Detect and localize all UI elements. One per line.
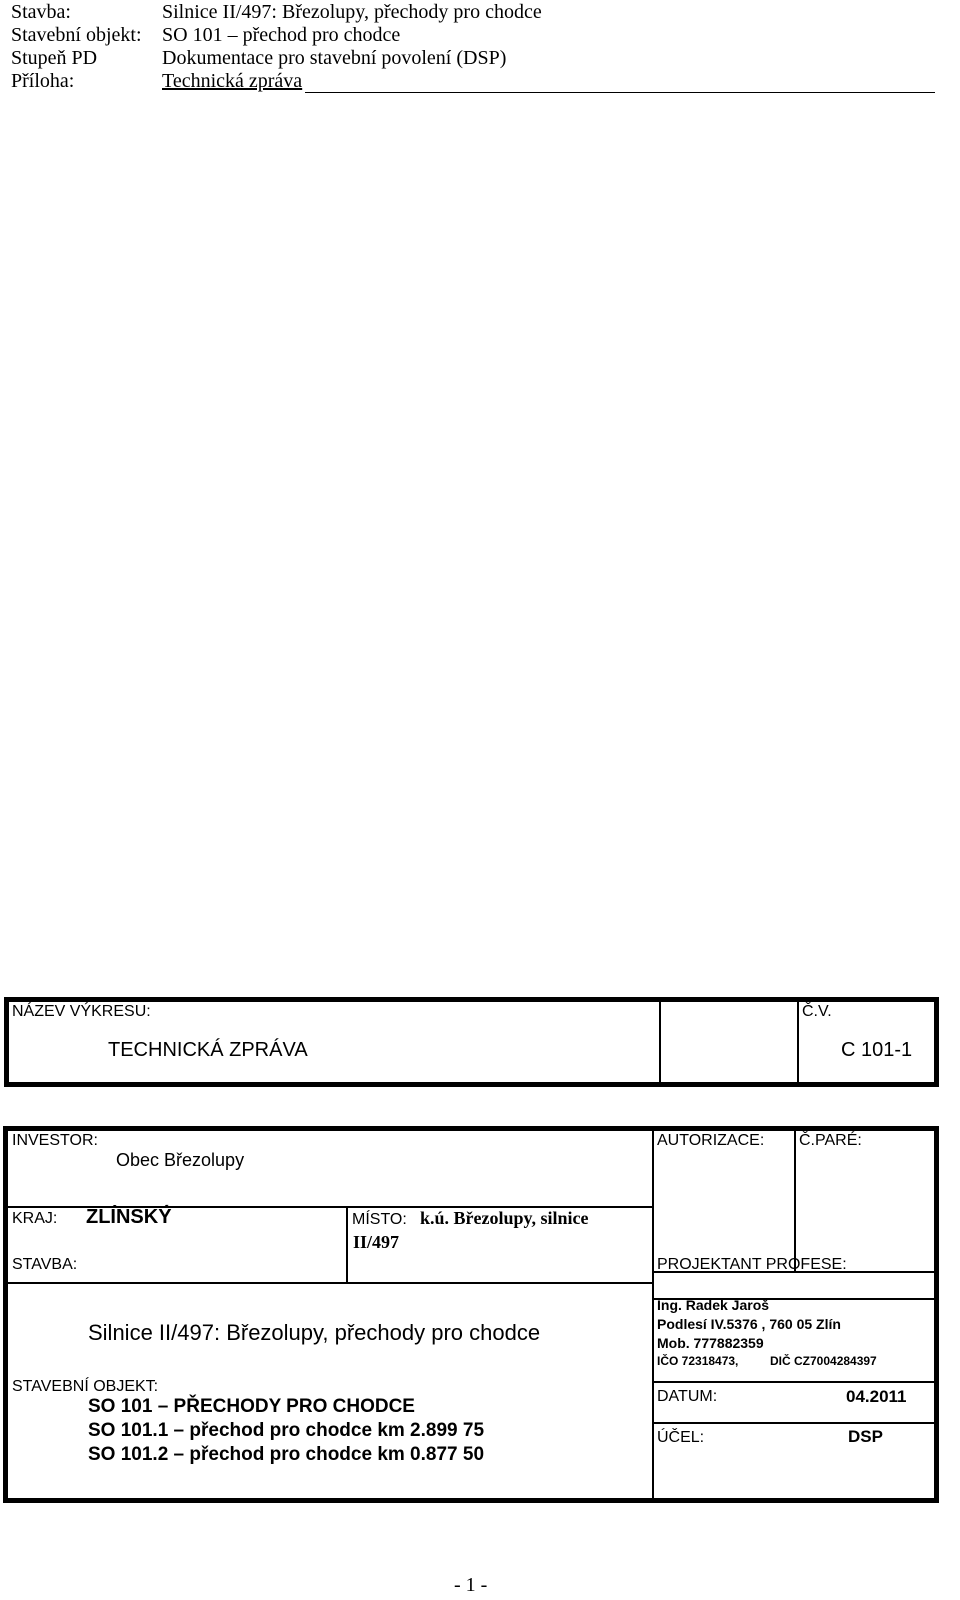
- projektant-name: Ing. Radek Jaroš: [657, 1297, 770, 1313]
- header-priloha-label: Příloha:: [11, 70, 75, 92]
- title-block-divider: [794, 1131, 796, 1271]
- header-stavba-value: Silnice II/497: Březolupy, přechody pro chodce: [162, 1, 542, 23]
- misto-label: MÍSTO:: [352, 1211, 407, 1228]
- header-priloha-value: Technická zpráva: [162, 70, 303, 92]
- drawing-name-value: TECHNICKÁ ZPRÁVA: [108, 1039, 308, 1061]
- title-block-divider: [652, 1381, 934, 1383]
- ucel-value: DSP: [848, 1427, 883, 1446]
- drawing-block-divider: [797, 1002, 799, 1082]
- projektant-phone: Mob. 777882359: [657, 1335, 764, 1351]
- stavebni-objekt-line-2: SO 101.1 – přechod pro chodce km 2.899 75: [88, 1420, 485, 1441]
- header-stupen-label: Stupeň PD: [11, 47, 98, 69]
- header-stavba-label: Stavba:: [11, 1, 71, 23]
- title-block-divider: [652, 1131, 654, 1498]
- pare-label: Č.PARÉ:: [799, 1132, 862, 1149]
- misto-value-line-1: k.ú. Březolupy, silnice: [420, 1208, 589, 1228]
- kraj-value: ZLÍNSKÝ: [86, 1206, 172, 1228]
- drawing-number-value: C 101-1: [841, 1039, 913, 1061]
- ucel-label: ÚČEL:: [657, 1429, 705, 1446]
- drawing-name-label: NÁZEV VÝKRESU:: [12, 1003, 151, 1020]
- projektant-label: PROJEKTANT PROFESE:: [657, 1256, 847, 1273]
- drawing-block-divider: [659, 1002, 661, 1082]
- stavebni-objekt-label: STAVEBNÍ OBJEKT:: [12, 1378, 159, 1395]
- header-underline-rule: [305, 92, 935, 93]
- investor-label: INVESTOR:: [12, 1132, 98, 1149]
- drawing-number-label: Č.V.: [802, 1003, 832, 1020]
- projektant-ico: IČO 72318473,: [657, 1354, 739, 1368]
- title-block-divider: [8, 1282, 652, 1284]
- header-objekt-value: SO 101 – přechod pro chodce: [162, 24, 401, 46]
- stavba-label: STAVBA:: [12, 1256, 78, 1273]
- header-stupen-value: Dokumentace pro stavební povolení (DSP): [162, 47, 507, 69]
- projektant-address: Podlesí IV.5376 , 760 05 Zlín: [657, 1316, 841, 1332]
- title-block-divider: [346, 1206, 348, 1282]
- page-number: - 1 -: [454, 1574, 488, 1596]
- stavba-value: Silnice II/497: Březolupy, přechody pro chodce: [88, 1320, 541, 1345]
- datum-value: 04.2011: [846, 1387, 907, 1406]
- header-objekt-label: Stavební objekt:: [11, 24, 142, 46]
- stavebni-objekt-line-3: SO 101.2 – přechod pro chodce km 0.877 50: [88, 1444, 485, 1465]
- stavebni-objekt-line-1: SO 101 – PŘECHODY PRO CHODCE: [88, 1396, 415, 1417]
- investor-value: Obec Březolupy: [116, 1150, 245, 1170]
- title-block-divider: [652, 1422, 934, 1424]
- kraj-label: KRAJ:: [12, 1210, 58, 1227]
- autorizace-label: AUTORIZACE:: [657, 1132, 765, 1149]
- misto-value-line-2: II/497: [353, 1232, 400, 1252]
- datum-label: DATUM:: [657, 1388, 718, 1405]
- projektant-dic: DIČ CZ7004284397: [770, 1354, 877, 1368]
